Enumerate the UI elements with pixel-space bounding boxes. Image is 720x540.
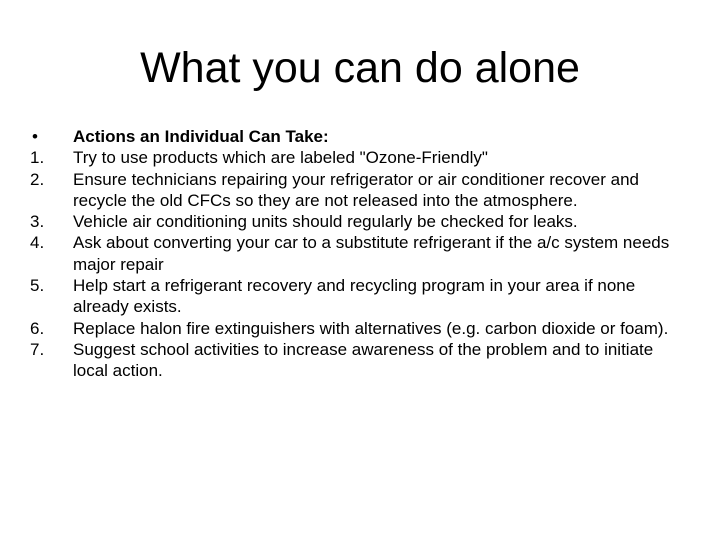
list-item-6 (30, 318, 680, 339)
heading-text: Actions an Individual Can Take: (73, 127, 329, 146)
list-item-5 (30, 275, 680, 318)
list-item-4 (30, 232, 680, 275)
item-number: 1. (30, 148, 45, 168)
item-number: 4. (30, 233, 45, 253)
item-text: Replace halon fire extinguishers with alternatives (e.g. carbon dioxide or foam). (73, 318, 669, 338)
item-text: Suggest school activities to increase awareness of the problem and to initiate local action. (73, 339, 654, 381)
item-text: Ask about converting your car to a substitute refrigerant if the a/c system needs major repair (73, 233, 670, 274)
list-item-2 (30, 169, 680, 212)
item-text: Try to use products which are labeled "Ozone-Friendly" (73, 148, 488, 168)
slide-body (30, 126, 680, 382)
item-text: Ensure technicians repairing your refrigerator or air conditioner recover and recycle the old CFCs so they are not released into the atmosphere. (73, 169, 640, 210)
list-item-3 (30, 211, 680, 232)
item-number: 7. (30, 339, 45, 359)
item-number: 3. (30, 212, 45, 232)
list-item-7 (30, 339, 680, 382)
slide-title: What you can do alone (140, 44, 580, 92)
bullet-icon: • (32, 127, 38, 146)
item-text: Help start a refrigerant recovery and recycling program in your area if none already exists. (73, 276, 636, 317)
item-number: 5. (30, 276, 45, 296)
list-item-1 (30, 147, 680, 168)
item-number: 6. (30, 318, 45, 338)
bullet-heading (30, 126, 680, 147)
item-text: Vehicle air conditioning units should regularly be checked for leaks. (73, 212, 578, 232)
item-number: 2. (30, 169, 45, 189)
